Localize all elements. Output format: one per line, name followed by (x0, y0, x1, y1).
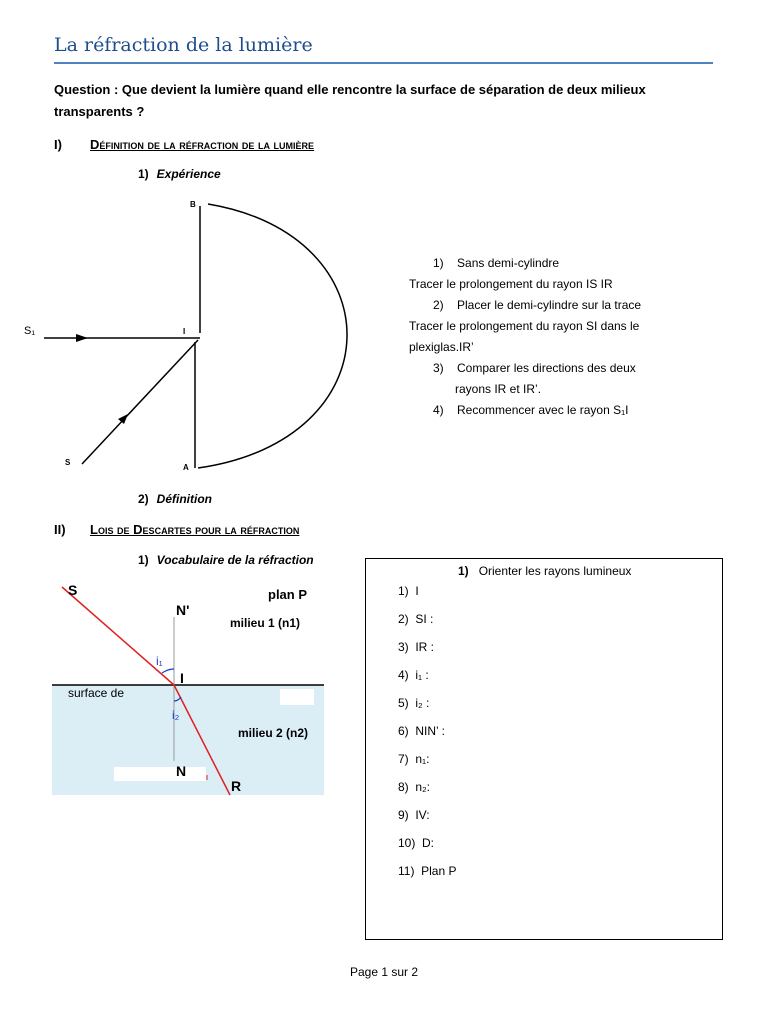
instruction-line (409, 358, 709, 379)
box-item (398, 724, 445, 738)
instruction-text: plexiglas.IR’ (409, 340, 474, 354)
box-item (398, 752, 429, 766)
box-header (458, 564, 631, 578)
experiment-diagram (0, 190, 360, 480)
white-patch (280, 689, 314, 705)
instruction-text: Recommencer avec le rayon S₁I (457, 403, 629, 417)
label-i1: i₁ (156, 654, 163, 668)
subsection-definition (138, 492, 212, 506)
instruction-num: 3) (433, 361, 444, 375)
instruction-line (409, 400, 709, 421)
box-item-num: 3) (398, 640, 409, 654)
box-item (398, 780, 430, 794)
box-header-num: 1) (458, 564, 469, 578)
label-milieu-1: milieu 1 (n1) (230, 616, 301, 630)
box-item (398, 640, 434, 654)
label-s1: S₁ (24, 325, 36, 337)
box-item-text: i₁ : (415, 668, 429, 682)
label-plan-p: plan P (268, 587, 308, 602)
box-item-num: 6) (398, 724, 409, 738)
title-rule (54, 62, 713, 64)
box-item (398, 612, 433, 626)
subsection-definition-num: 2) (138, 492, 149, 506)
instruction-text: Tracer le prolongement du rayon SI dans le (409, 319, 640, 333)
box-item-num: 4) (398, 668, 409, 682)
ray-s-i (82, 340, 198, 464)
question-text: Question : Que devient la lumière quand elle rencontre la surface de séparation de deux milieux transparents ? (54, 82, 646, 119)
section-2-num: II) (54, 522, 66, 537)
label-s: S (65, 458, 71, 467)
box-item-text: n₂: (415, 780, 431, 794)
box-item-num: 9) (398, 808, 409, 822)
box-item-num: 1) (398, 584, 409, 598)
box-item (398, 668, 429, 682)
box-item (398, 836, 434, 850)
box-item-text: D: (422, 836, 435, 850)
box-item-text: i₂ : (415, 696, 430, 710)
label-n: N (176, 763, 187, 779)
instruction-num: 4) (433, 403, 444, 417)
label-milieu-2: milieu 2 (n2) (238, 726, 309, 740)
section-1-num: I) (54, 137, 62, 152)
subsection-vocabulary-num: 1) (138, 553, 149, 567)
subsection-experience-num: 1) (138, 167, 149, 181)
section-1-title: Définition de la réfraction de la lumière (90, 137, 315, 152)
box-item-text: IR : (415, 640, 435, 654)
label-b: B (190, 200, 196, 209)
label-i: I (183, 327, 186, 336)
subsection-experience-label: Expérience (156, 167, 221, 181)
box-item (398, 696, 429, 710)
ray-s1-arrow (76, 334, 88, 342)
box-item-text: Plan P (421, 864, 457, 878)
ray-s-arrow (118, 414, 128, 424)
box-item (398, 584, 419, 598)
section-2-heading (54, 522, 299, 537)
subsection-definition-label: Définition (156, 492, 212, 506)
angle-i1-arc (162, 669, 174, 673)
instruction-line (409, 295, 709, 316)
box-item-text: IV: (415, 808, 430, 822)
label-s: S (68, 582, 78, 598)
instructions-list (409, 253, 709, 421)
box-item-text: n₁: (415, 752, 430, 766)
subsection-vocabulary (138, 553, 314, 567)
instruction-text: Tracer le prolongement du rayon IS IR (409, 277, 613, 291)
subsection-experience (138, 167, 221, 181)
subsection-vocabulary-label: Vocabulaire de la réfraction (156, 553, 314, 567)
box-item-text: I (415, 584, 419, 598)
instruction-line (409, 316, 709, 337)
box-item-num: 8) (398, 780, 409, 794)
instruction-num: 1) (433, 256, 444, 270)
white-patch (114, 767, 206, 781)
half-cylinder-arc (198, 204, 347, 468)
box-item-text: NIN’ : (415, 724, 445, 738)
box-header-text: Orienter les rayons lumineux (478, 564, 632, 578)
box-item-num: 11) (398, 864, 415, 878)
page-title: La réfraction de la lumière (54, 34, 313, 56)
box-item-num: 7) (398, 752, 409, 766)
label-surface: surface de (68, 686, 125, 700)
box-item (398, 808, 430, 822)
box-item (398, 864, 456, 878)
orient-rays-box (365, 558, 723, 940)
box-item-num: 2) (398, 612, 409, 626)
incident-ray (62, 587, 174, 685)
refraction-diagram (50, 575, 330, 805)
label-i: I (180, 670, 184, 686)
page-footer: Page 1 sur 2 (349, 965, 419, 979)
label-n-prime: N' (176, 602, 190, 618)
label-r: R (231, 778, 242, 794)
instruction-line (409, 253, 709, 274)
box-item-num: 5) (398, 696, 409, 710)
instruction-line (409, 274, 709, 295)
instruction-line (409, 379, 709, 400)
section-2-title: Lois de Descartes pour la réfraction (90, 522, 300, 537)
instruction-text: Comparer les directions des deux (457, 361, 636, 375)
instruction-num: 2) (433, 298, 444, 312)
box-item-num: 10) (398, 836, 416, 850)
instruction-text: rayons IR et IR’. (455, 382, 542, 396)
label-i2: i₂ (172, 708, 180, 722)
instruction-line (409, 337, 709, 358)
label-a: A (183, 463, 189, 472)
section-1-heading (54, 137, 314, 152)
box-item-text: SI : (415, 612, 434, 626)
instruction-text: Placer le demi-cylindre sur la trace (457, 298, 642, 312)
instruction-text: Sans demi-cylindre (457, 256, 560, 270)
